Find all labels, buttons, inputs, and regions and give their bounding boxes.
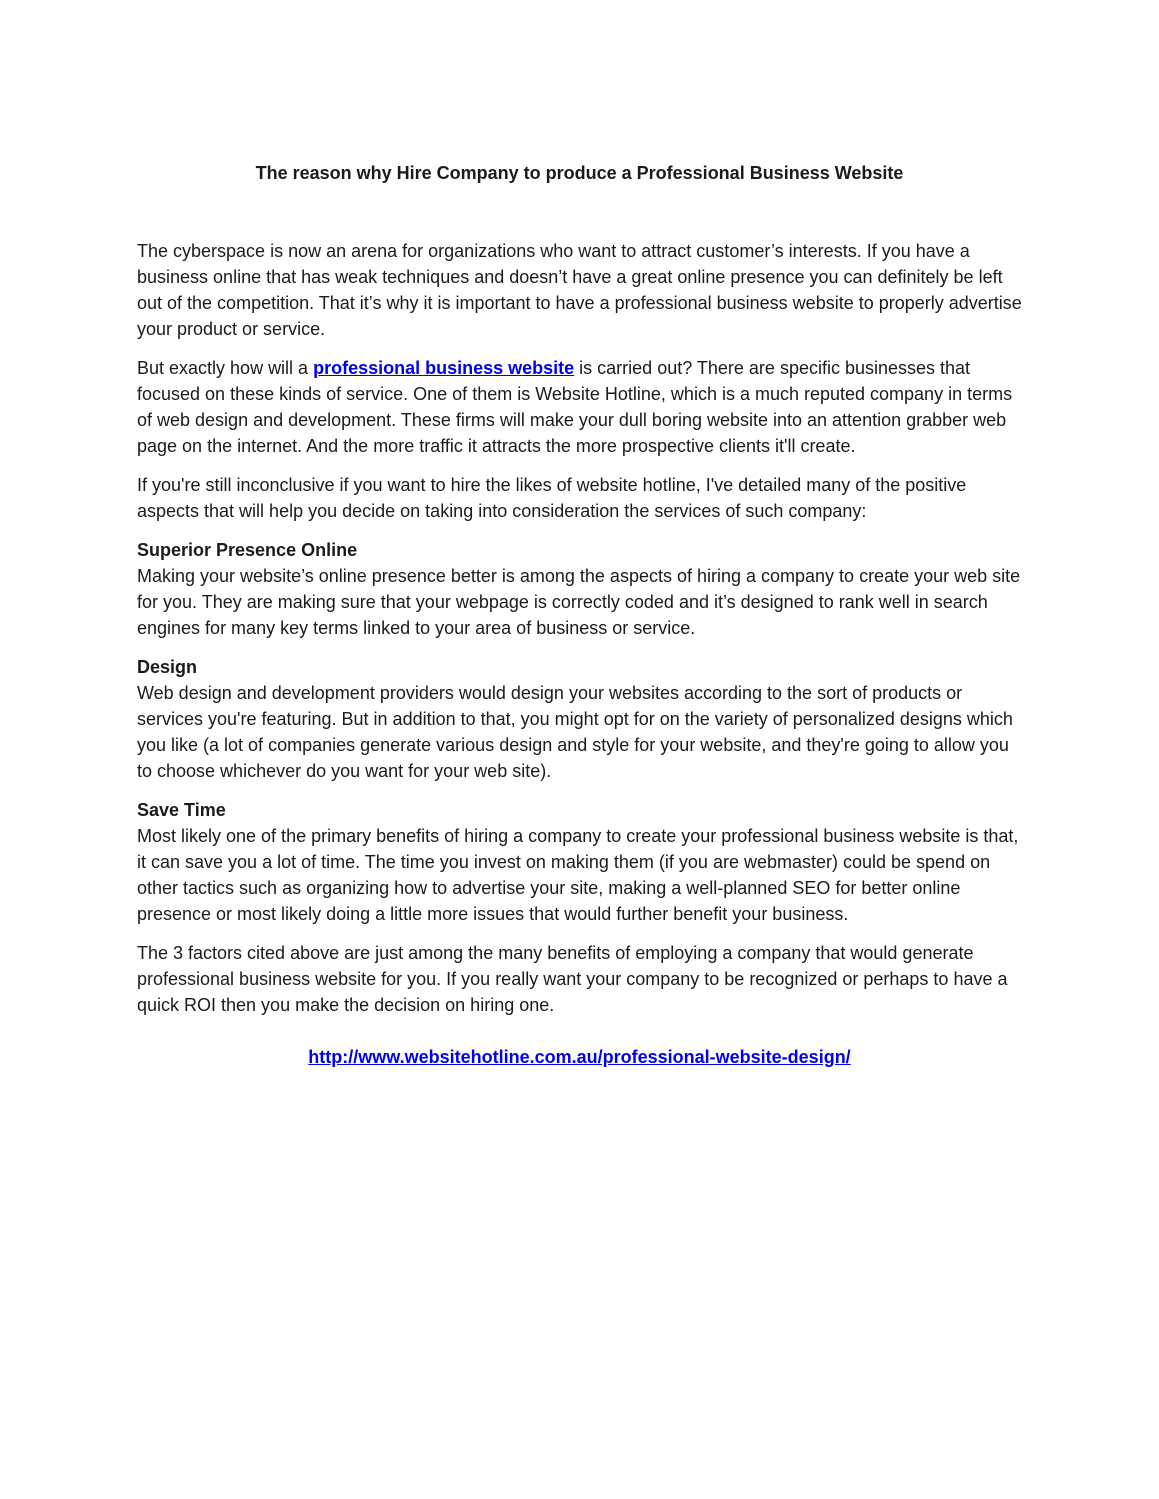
paragraph-how bbox=[137, 355, 1022, 459]
paragraph-inconclusive: If you're still inconclusive if you want to hire the likes of website hotline, I've detailed many of the positive aspects that will help you decide on taking into consideration the services of such company: bbox=[137, 475, 967, 521]
section-body-save-time: Most likely one of the primary benefits of hiring a company to create your professional business website is that, it can save you a lot of time. The time you invest on making them (if you are webmaster) could be spend on other tactics such as organizing how to advertise your site, making a well-planned SEO for better online presence or most likely doing a little more issues that would further benefit your business. bbox=[137, 826, 1019, 924]
inline-link-professional-business-website[interactable]: professional business website bbox=[313, 358, 575, 378]
footer-url-link[interactable]: http://www.websitehotline.com.au/professional-website-design/ bbox=[308, 1047, 851, 1067]
footer-link-container bbox=[137, 1044, 1022, 1070]
section-heading-save-time: Save Time bbox=[137, 800, 226, 820]
section-design bbox=[137, 654, 1022, 784]
section-body-design: Web design and development providers would design your websites according to the sort of products or services you're featuring. But in addition to that, you might opt for on the variety of personalized designs which you like (a lot of companies generate various design and style for your website, and they're going to allow you to choose whichever do you want for your web site). bbox=[137, 683, 1013, 781]
document-title: The reason why Hire Company to produce a Professional Business Website bbox=[255, 163, 904, 183]
section-superior-presence-online bbox=[137, 537, 1022, 641]
paragraph-how-text-before: But exactly how will a bbox=[137, 358, 314, 378]
paragraph-closing: The 3 factors cited above are just among the many benefits of employing a company that would generate professional business website for you. If you really want your company to be recognized or perhaps to have a quick ROI then you make the decision on hiring one. bbox=[137, 943, 1008, 1015]
section-heading-superior-presence-online: Superior Presence Online bbox=[137, 540, 358, 560]
paragraph-intro: The cyberspace is now an arena for organizations who want to attract customer’s interests. If you have a business online that has weak techniques and doesn’t have a great online presence you can definitely be left out of the competition. That it’s why it is important to have a professional business website to properly advertise your product or service. bbox=[137, 241, 1022, 339]
section-save-time bbox=[137, 797, 1022, 927]
section-body-superior-presence-online: Making your website’s online presence better is among the aspects of hiring a company to create your web site for you. They are making sure that your webpage is correctly coded and it’s designed to rank well in search engines for many key terms linked to your area of business or service. bbox=[137, 566, 1021, 638]
section-heading-design: Design bbox=[137, 657, 198, 677]
paragraph-how-text-after: is carried out? There are specific businesses that focused on these kinds of service. One of them is Website Hotline, which is a much reputed company in terms of web design and development. These firms will make your dull boring website into an attention grabber web page on the internet. And the more traffic it attracts the more prospective clients it'll create. bbox=[137, 358, 1013, 456]
